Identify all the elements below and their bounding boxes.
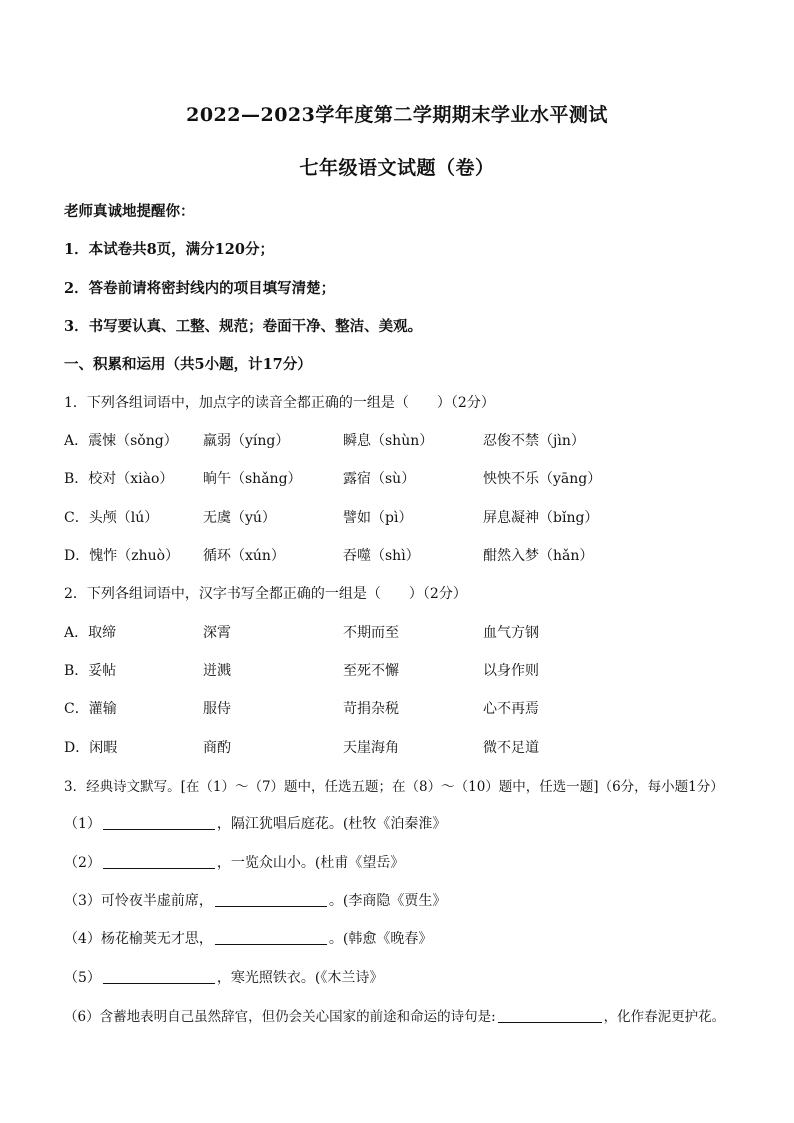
item-number: （5） <box>64 970 101 986</box>
q1-option-c <box>64 507 764 527</box>
notice-item-2: 2．答卷前请将密封线内的项目填写清楚； <box>64 280 336 297</box>
option-cell: A．震悚（sǒng） <box>64 433 178 449</box>
option-cell: 至死不懈 <box>343 663 399 679</box>
option-cell: 忍俊不禁（jìn） <box>483 433 585 449</box>
q1-option-b <box>64 468 764 488</box>
item-suffix: 。(韩愈《晚春》 <box>328 931 433 947</box>
item-prefix: 杨花榆荚无才思， <box>100 931 213 947</box>
answer-blank[interactable] <box>103 969 215 984</box>
option-cell: B．妥帖 <box>64 663 117 679</box>
section-heading: 一、积累和运用（共5小题，计17分） <box>64 356 312 373</box>
q3-item-4 <box>64 928 432 948</box>
option-cell: 羸弱（yíng） <box>203 433 290 449</box>
exam-title: 2022—2023学年度第二学期期末学业水平测试 <box>186 104 608 126</box>
item-number: （6） <box>64 1009 100 1025</box>
option-cell: 屏息凝神（bǐng） <box>483 510 599 526</box>
option-cell: 循环（xún） <box>203 548 285 564</box>
option-cell: 苛捐杂税 <box>343 701 399 717</box>
item-suffix: ，化作春泥更护花。 <box>603 1009 726 1025</box>
q3-item-1 <box>64 813 446 833</box>
option-cell: C．头颅（lú） <box>64 510 159 526</box>
item-number: （4） <box>64 931 101 947</box>
answer-blank[interactable] <box>103 854 215 869</box>
option-cell: 瞬息（shùn） <box>343 433 434 449</box>
option-cell: 吞噬（shì） <box>343 548 420 564</box>
q3-item-3 <box>64 890 446 910</box>
q3-item-5 <box>64 967 383 987</box>
item-number: （2） <box>64 855 101 871</box>
item-suffix: ，隔江犹唱后庭花。(杜牧《泊秦淮》 <box>216 816 447 832</box>
option-cell: 微不足道 <box>483 740 539 756</box>
option-cell: 血气方钢 <box>483 625 539 641</box>
option-cell: 天崖海角 <box>343 740 399 756</box>
option-cell: 心不再焉 <box>483 701 539 717</box>
option-cell: 深霄 <box>203 625 231 641</box>
exam-subtitle: 七年级语文试题（卷） <box>299 157 495 179</box>
q2-option-d <box>64 737 764 757</box>
option-cell: 酣然入梦（hǎn） <box>483 548 594 564</box>
q2-option-b <box>64 660 764 680</box>
item-prefix: 可怜夜半虚前席， <box>100 893 213 909</box>
q2-option-c <box>64 698 764 718</box>
notice-item-3: 3．书写要认真、工整、规范；卷面干净、整洁、美观。 <box>64 318 423 335</box>
option-cell: 譬如（pì） <box>343 510 413 526</box>
option-cell: D．愧怍（zhuò） <box>64 548 180 564</box>
answer-blank[interactable] <box>103 815 215 830</box>
option-cell: 晌午（shǎng） <box>203 471 302 487</box>
option-cell: 商酌 <box>203 740 231 756</box>
option-cell: 无虞（yú） <box>203 510 276 526</box>
option-cell: 以身作则 <box>483 663 539 679</box>
q2-option-a <box>64 622 764 642</box>
notice-heading: 老师真诚地提醒你： <box>64 203 195 220</box>
q1-option-d <box>64 545 764 565</box>
option-cell: 不期而至 <box>343 625 399 641</box>
answer-blank[interactable] <box>215 892 327 907</box>
item-suffix: 。(李商隐《贾生》 <box>328 893 447 909</box>
item-prefix: 含蓄地表明自己虽然辞官，但仍会关心国家的前途和命运的诗句是: <box>99 1009 496 1025</box>
item-number: （1） <box>64 816 101 832</box>
option-cell: 服侍 <box>203 701 231 717</box>
answer-blank[interactable] <box>215 930 327 945</box>
item-suffix: ，寒光照铁衣。(《木兰诗》 <box>216 970 384 986</box>
option-cell: 露宿（sù） <box>343 471 416 487</box>
question-1-stem: 1．下列各组词语中，加点字的读音全都正确的一组是（ ）（2分） <box>64 395 495 411</box>
option-cell: 迸溅 <box>203 663 231 679</box>
question-2-stem: 2．下列各组词语中，汉字书写全都正确的一组是（ ）（2分） <box>64 586 467 602</box>
option-cell: C．灌输 <box>64 701 117 717</box>
q3-item-2 <box>64 852 404 872</box>
option-cell: A．取缔 <box>64 625 117 641</box>
item-suffix: ，一览众山小。(杜甫《望岳》 <box>216 855 405 871</box>
notice-item-1: 1．本试卷共8页，满分120分； <box>64 241 274 258</box>
option-cell: 怏怏不乐（yāng） <box>483 471 602 487</box>
q1-option-a <box>64 430 764 450</box>
item-number: （3） <box>64 893 101 909</box>
answer-blank[interactable] <box>498 1008 602 1023</box>
q3-item-6 <box>64 1005 725 1025</box>
option-cell: D．闲暇 <box>64 740 118 756</box>
question-3-stem: 3．经典诗文默写。[在（1）～（7）题中，任选五题；在（8）～（10）题中，任选一题]（6分，每小题1分） <box>64 779 724 795</box>
option-cell: B．校对（xiào） <box>64 471 174 487</box>
